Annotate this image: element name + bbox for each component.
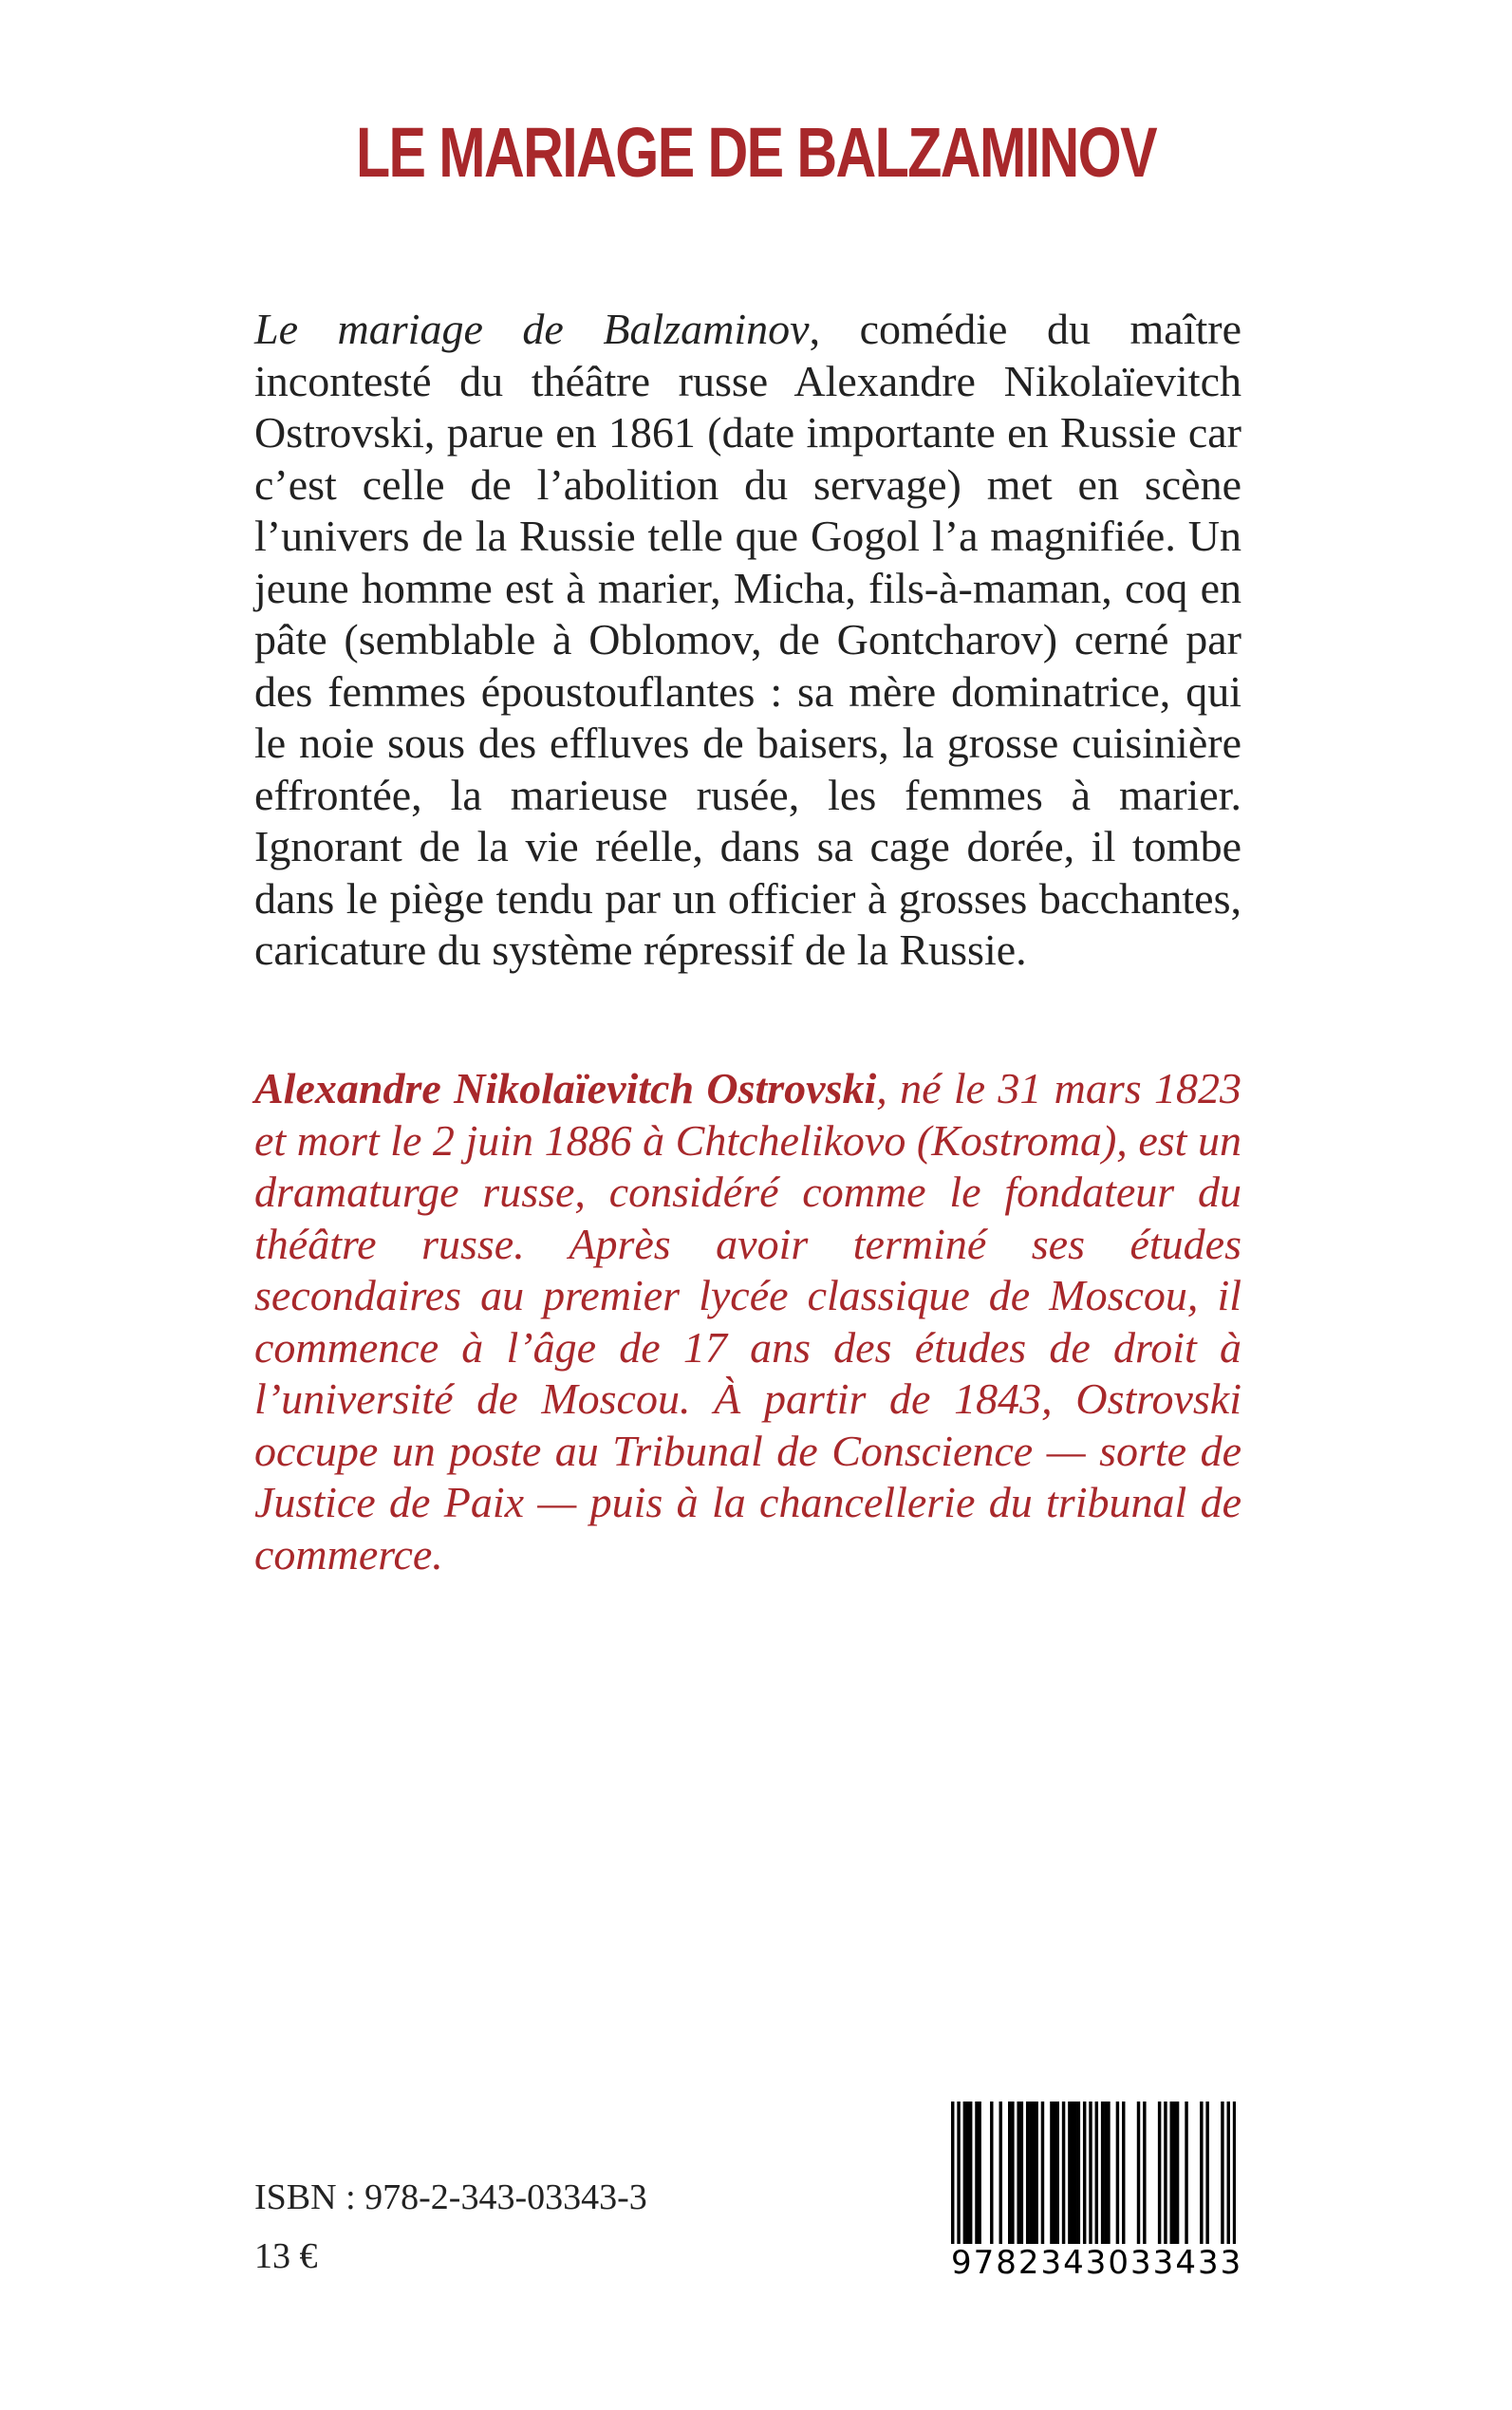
barcode-bar bbox=[1035, 2102, 1037, 2244]
barcode-bar bbox=[1107, 2102, 1110, 2244]
barcode-bar bbox=[1137, 2102, 1140, 2244]
barcode-bar bbox=[1068, 2102, 1071, 2244]
barcode-bar bbox=[1104, 2102, 1107, 2244]
barcode-bars bbox=[951, 2102, 1236, 2244]
barcode-bar bbox=[1164, 2102, 1167, 2244]
author-bio-paragraph bbox=[254, 1063, 1241, 1580]
barcode-bar bbox=[1176, 2102, 1179, 2244]
barcode-bar bbox=[1041, 2102, 1044, 2244]
barcode-digits: 9782343033433 bbox=[951, 2244, 1243, 2282]
barcode-bar bbox=[957, 2102, 960, 2244]
summary-paragraph bbox=[254, 304, 1241, 977]
barcode-bar bbox=[1026, 2102, 1029, 2244]
barcode-bar bbox=[1011, 2102, 1014, 2244]
barcode-bar bbox=[1083, 2102, 1086, 2244]
book-title: LE MARIAGE DE BALZAMINOV bbox=[355, 113, 1156, 192]
barcode-bar bbox=[1017, 2102, 1019, 2244]
barcode-bar bbox=[1221, 2102, 1223, 2244]
barcode-bar bbox=[999, 2102, 1002, 2244]
barcode-bar bbox=[963, 2102, 966, 2244]
barcode-bar bbox=[975, 2102, 978, 2244]
barcode-bar bbox=[1032, 2102, 1035, 2244]
barcode-bar bbox=[1095, 2102, 1098, 2244]
price-label: 13 € bbox=[254, 2236, 318, 2276]
barcode-bar bbox=[1101, 2102, 1104, 2244]
barcode-bar bbox=[1122, 2102, 1125, 2244]
barcode-bar bbox=[1062, 2102, 1065, 2244]
barcode-bar bbox=[951, 2102, 954, 2244]
barcode-bar bbox=[1050, 2102, 1053, 2244]
barcode-bar bbox=[1173, 2102, 1176, 2244]
barcode-bar bbox=[1073, 2102, 1076, 2244]
barcode-bar bbox=[1205, 2102, 1208, 2244]
barcode-bar bbox=[969, 2102, 972, 2244]
barcode-bar bbox=[1227, 2102, 1230, 2244]
barcode-bar bbox=[966, 2102, 969, 2244]
barcode-bar bbox=[1008, 2102, 1011, 2244]
barcode-bar bbox=[990, 2102, 993, 2244]
author-bio-text: , né le 31 mars 1823 et mort le 2 juin 1886 à Chtchelikovo (Kostroma), est un dramaturge russe, considéré comme le fondateur du théâtre russe. Après avoir terminé ses études secondaires au premier lycée classique de Moscou, il commence à l’âge de 17 ans des études de droit à l’université de Moscou. À partir de 1843, Ostrovski occupe un poste au Tribunal de Conscience — sorte de Justice de Paix — puis à la chancellerie du tribunal de commerce. bbox=[254, 1064, 1242, 1579]
barcode-bar bbox=[1158, 2102, 1161, 2244]
barcode-bar bbox=[1185, 2102, 1187, 2244]
barcode-bar bbox=[1071, 2102, 1073, 2244]
barcode bbox=[951, 2102, 1243, 2291]
barcode-bar bbox=[1053, 2102, 1055, 2244]
barcode-bar bbox=[1233, 2102, 1236, 2244]
summary-text: , comédie du maître incontesté du théâtre russe Alexandre Nikolaïevitch Ostrovski, parue en 1861 (date importante en Russie car c’est celle de l’abolition du servage) met en scène l’univers de la Russie telle que Gogol l’a magnifiée. Un jeune homme est à marier, Micha, fils-à-maman, coq en pâte (semblable à Oblomov, de Gontcharov) cerné par des femmes époustouflantes : sa mère dominatrice, qui le noie sous des effluves de baisers, la grosse cuisinière effrontée, la marieuse rusée, les femmes à marier. Ignorant de la vie réelle, dans sa cage dorée, il tombe dans le piège tendu par un officier à grosses bacchantes, caricature du système répressif de la Russie. bbox=[254, 305, 1241, 974]
barcode-bar bbox=[1056, 2102, 1059, 2244]
summary-title-italic: Le mariage de Balzaminov bbox=[254, 305, 810, 353]
barcode-bar bbox=[1143, 2102, 1146, 2244]
barcode-bar bbox=[1029, 2102, 1032, 2244]
barcode-bar bbox=[1089, 2102, 1092, 2244]
author-name: Alexandre Nikolaïevitch Ostrovski bbox=[254, 1064, 877, 1112]
barcode-bar bbox=[978, 2102, 980, 2244]
barcode-bar bbox=[1200, 2102, 1203, 2244]
barcode-bar bbox=[1077, 2102, 1080, 2244]
isbn-label: ISBN : 978-2-343-03343-3 bbox=[254, 2177, 647, 2217]
barcode-bar bbox=[1116, 2102, 1119, 2244]
barcode-bar bbox=[1170, 2102, 1173, 2244]
barcode-bar bbox=[1020, 2102, 1023, 2244]
